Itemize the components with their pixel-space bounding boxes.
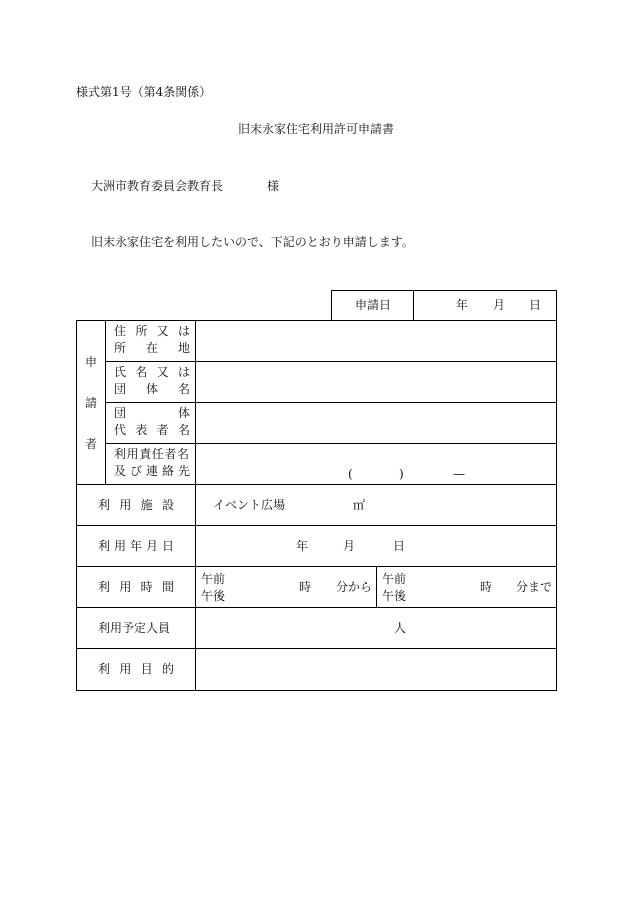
end-am: 午前 <box>382 572 407 586</box>
addressee: 大洲市教育委員会教育長 <box>91 179 224 193</box>
end-pm: 午後 <box>382 589 407 603</box>
phone-open-paren: ( <box>348 467 353 481</box>
end-hour-unit: 時 <box>480 580 493 594</box>
application-date-day: 日 <box>529 298 542 312</box>
application-date-year: 年 <box>456 298 469 312</box>
start-minute-from: 分から <box>336 580 373 594</box>
attendance-unit: 人 <box>394 621 407 635</box>
application-date-label: 申請日 <box>355 298 392 312</box>
form-reference: 様式第1号（第4条関係） <box>76 85 212 99</box>
address-label-line2: 所 在 地 <box>114 341 190 355</box>
use-date-month: 月 <box>343 539 356 553</box>
addressee-honorific: 様 <box>267 179 280 193</box>
expected-attendance-label: 利用予定人員 <box>98 621 171 635</box>
representative-label-line2: 代 表 者 名 <box>114 423 190 437</box>
address-label-line1: 住 所 又 は <box>114 324 190 338</box>
facility-area-unit: ㎡ <box>353 498 366 512</box>
representative-label-line1: 団 体 <box>114 406 190 420</box>
applicant-label-char: 請 <box>85 396 98 410</box>
use-time-label: 利 用 時 間 <box>98 580 174 594</box>
use-date-year: 年 <box>296 539 309 553</box>
contact-label-line1: 利用責任者名 <box>114 447 190 461</box>
phone-close-paren: ) <box>399 467 404 481</box>
applicant-label-char: 申 <box>85 355 98 369</box>
start-hour-unit: 時 <box>299 580 312 594</box>
use-date-day: 日 <box>393 539 406 553</box>
phone-dash: — <box>453 467 465 481</box>
application-date-month: 月 <box>493 298 506 312</box>
applicant-label-char: 者 <box>85 437 98 451</box>
start-pm: 午後 <box>201 589 226 603</box>
facility-value: イベント広場 <box>213 498 286 512</box>
start-am: 午前 <box>201 572 226 586</box>
name-label-line1: 氏 名 又 は <box>114 365 190 379</box>
request-statement: 旧末永家住宅を利用したいので、下記のとおり申請します。 <box>91 235 414 249</box>
end-minute-until: 分まで <box>516 580 553 594</box>
facility-label: 利 用 施 設 <box>98 498 174 512</box>
document-title: 旧末永家住宅利用許可申請書 <box>238 122 395 136</box>
name-label-line2: 団 体 名 <box>114 382 190 396</box>
purpose-label: 利 用 目 的 <box>98 662 174 676</box>
use-date-label: 利 用 年 月 日 <box>98 539 174 553</box>
contact-label-line2: 及 び 連 絡 先 <box>114 464 190 478</box>
